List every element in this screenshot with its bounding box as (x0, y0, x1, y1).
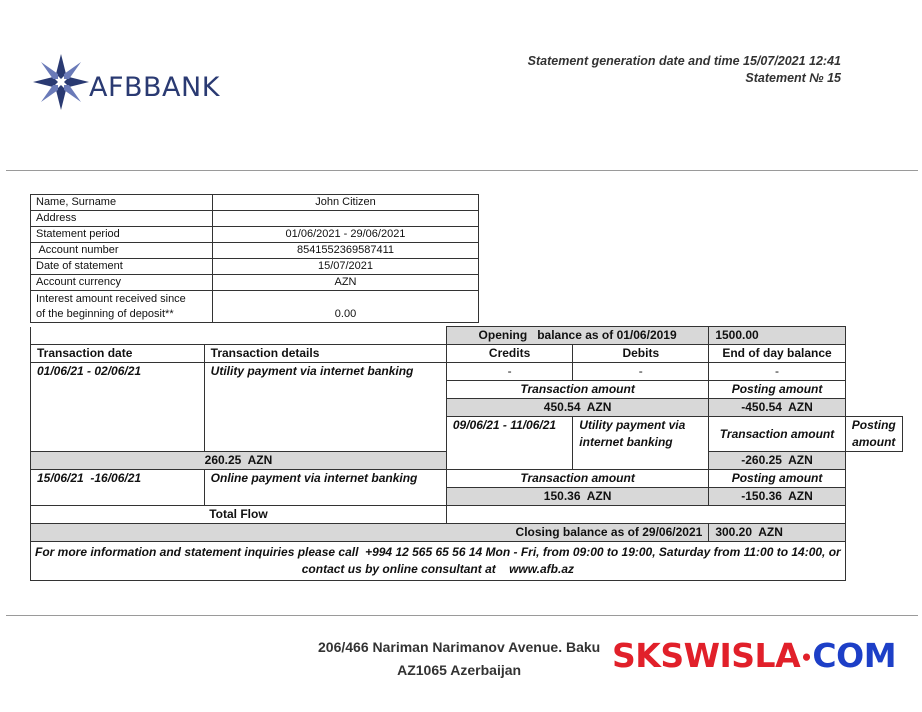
transaction-date: 09/06/21 - 11/06/21 (446, 417, 572, 470)
generation-datetime: Statement generation date and time 15/07/2021 12:41 (527, 54, 841, 68)
opening-balance-row (31, 327, 903, 345)
star-logo-icon (32, 52, 92, 112)
col-debits: Debits (573, 345, 709, 363)
transaction-amount-label: Transaction amount (446, 381, 708, 399)
transaction-amount-label: Transaction amount (446, 470, 708, 488)
table-row (31, 470, 903, 488)
transaction-details: Utility payment via internet banking (204, 363, 446, 452)
total-flow-label: Total Flow (31, 506, 447, 524)
info-value: 0.00 (213, 291, 479, 323)
info-row (31, 291, 479, 323)
closing-balance-label: Closing balance as of 29/06/2021 (31, 524, 709, 542)
info-label: Address (31, 211, 213, 227)
column-headers (31, 345, 903, 363)
closing-balance-row (31, 524, 903, 542)
info-label: Account number (31, 243, 213, 259)
posting-amount: -260.25 AZN (709, 452, 845, 470)
info-row (31, 275, 479, 291)
watermark-part: SKSWISLA (612, 636, 801, 675)
table-row (31, 363, 903, 381)
top-divider (6, 170, 918, 171)
info-label: Account currency (31, 275, 213, 291)
posting-amount: -450.54 AZN (709, 399, 845, 417)
transaction-details: Online payment via internet banking (204, 470, 446, 506)
info-label: Name, Surname (31, 195, 213, 211)
watermark-dot: • (800, 645, 813, 670)
credits-value: - (446, 363, 572, 381)
transaction-details: Utility payment via internet banking (573, 417, 709, 470)
info-row (31, 211, 479, 227)
transaction-amount: 450.54 AZN (446, 399, 708, 417)
info-value (213, 211, 479, 227)
info-label-line: Interest amount received since (36, 292, 186, 305)
opening-balance-value: 1500.00 (709, 327, 845, 345)
transaction-amount: 150.36 AZN (446, 488, 708, 506)
posting-amount-label: Posting amount (709, 470, 845, 488)
info-label-line: of the beginning of deposit** (36, 307, 174, 320)
transaction-amount: 260.25 AZN (31, 452, 447, 470)
customer-info-table (30, 194, 479, 323)
transactions-table (30, 326, 903, 581)
col-credits: Credits (446, 345, 572, 363)
watermark (612, 636, 896, 675)
info-row (31, 195, 479, 211)
info-value: 8541552369587411 (213, 243, 479, 259)
statement-number: Statement № 15 (745, 71, 841, 85)
statement-header (528, 53, 841, 87)
contact-note (31, 542, 846, 581)
bottom-divider (6, 615, 918, 616)
bank-logo-text: AFBBANK (89, 72, 220, 103)
info-label: Statement period (31, 227, 213, 243)
contact-note-line: contact us by online consultant at www.afb.az (301, 562, 574, 576)
info-label (31, 291, 213, 323)
eod-value: - (709, 363, 845, 381)
col-transaction-date: Transaction date (31, 345, 205, 363)
bank-logo (32, 52, 262, 112)
info-row (31, 243, 479, 259)
posting-amount-label: Posting amount (709, 381, 845, 399)
info-row (31, 259, 479, 275)
contact-note-row (31, 542, 903, 581)
address-line: AZ1065 Azerbaijan (397, 662, 522, 678)
opening-balance-label: Opening balance as of 01/06/2019 (446, 327, 708, 345)
info-label: Date of statement (31, 259, 213, 275)
watermark-part: COM (812, 636, 897, 675)
col-transaction-details: Transaction details (204, 345, 446, 363)
posting-amount: -150.36 AZN (709, 488, 845, 506)
posting-amount-label: Posting amount (845, 417, 902, 452)
info-value: 15/07/2021 (213, 259, 479, 275)
transaction-amount-label: Transaction amount (709, 417, 845, 452)
info-value: 01/06/2021 - 29/06/2021 (213, 227, 479, 243)
info-row (31, 227, 479, 243)
closing-balance-value: 300.20 AZN (709, 524, 845, 542)
col-end-of-day-balance: End of day balance (709, 345, 845, 363)
transaction-date: 01/06/21 - 02/06/21 (31, 363, 205, 452)
contact-note-line: For more information and statement inquiries please call +994 12 565 65 56 14 Mon - Fri, from 09:00 to 19:00, Saturday from 11:00 to 14:00, or (35, 545, 841, 559)
address-line: 206/466 Nariman Narimanov Avenue. Baku (318, 639, 601, 655)
bank-address (318, 636, 600, 682)
debits-value: - (573, 363, 709, 381)
info-value: John Citizen (213, 195, 479, 211)
info-value: AZN (213, 275, 479, 291)
total-flow-row (31, 506, 903, 524)
transaction-date: 15/06/21 -16/06/21 (31, 470, 205, 506)
